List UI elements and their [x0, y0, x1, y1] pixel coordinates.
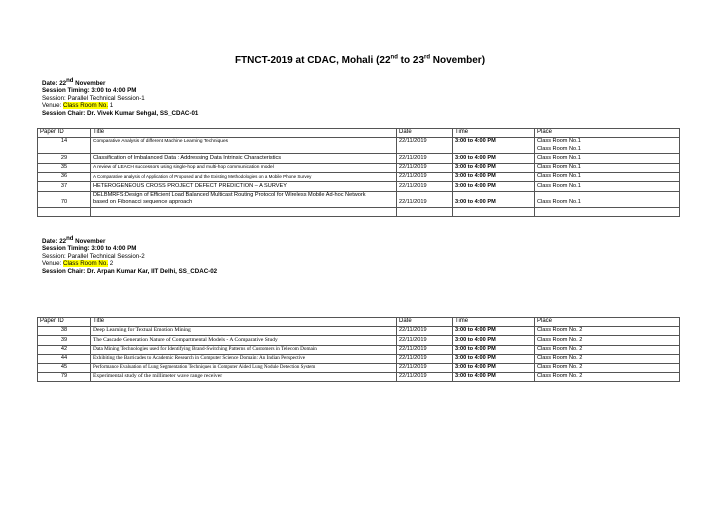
table-row	[38, 182, 680, 191]
paper-time: 3:00 to 4:00 PM	[453, 138, 535, 154]
paper-id: 45	[38, 363, 91, 372]
schedule-table-2	[37, 317, 680, 382]
paper-id: 29	[38, 154, 91, 163]
paper-place: Class Room No. 2	[535, 373, 680, 382]
paper-title: Performance Evaluation of Lung Segmentation Techniques in Computer Aided Lung Nodule Detection System	[91, 363, 397, 372]
col-header-place: Place	[535, 129, 680, 138]
paper-place: Class Room No.1	[535, 182, 680, 191]
session-venue: Venue: Class Room No. 2	[42, 260, 114, 268]
paper-title: Experimental study of the millimeter wave range receiver	[91, 373, 397, 382]
table-row	[38, 191, 680, 207]
paper-id: 36	[38, 172, 91, 182]
paper-date: 22/11/2019	[397, 373, 453, 382]
paper-place: Class Room No.1 Class Room No.1	[535, 138, 680, 154]
paper-date: 22/11/2019	[397, 345, 453, 354]
table-row	[38, 363, 680, 372]
paper-time: 3:00 to 4:00 PM	[453, 327, 535, 336]
paper-date: 22/11/2019	[397, 354, 453, 363]
paper-time: 3:00 to 4:00 PM	[453, 154, 535, 163]
col-header-id: Paper ID	[38, 318, 91, 327]
col-header-title: Title	[91, 318, 397, 327]
table-row-empty	[38, 207, 680, 216]
paper-title: Comparative Analysis of different Machine Learning Techniques	[91, 138, 397, 154]
page-title: FTNCT-2019 at CDAC, Mohali (22nd to 23rd November)	[234, 54, 486, 66]
paper-title: A Comparative analysis of Application of Proposed and the Existing Methodologies on a Mobile Phone Survey	[91, 172, 397, 182]
col-header-time: Time	[453, 129, 535, 138]
table-row	[38, 327, 680, 336]
session-chair: Session Chair: Dr. Vivek Kumar Sehgal, SS_CDAC-01	[42, 109, 199, 117]
table-row	[38, 373, 680, 382]
table-header-row	[38, 129, 680, 138]
session-date: Date: 22nd November	[42, 235, 106, 245]
session-name: Session: Parallel Technical Session-1	[42, 94, 145, 102]
session-name: Session: Parallel Technical Session-2	[42, 252, 145, 260]
paper-date: 22/11/2019	[397, 191, 453, 207]
paper-title: A review of LEACH successors using single-hop and multi-hop communication model	[91, 163, 397, 172]
paper-date: 22/11/2019	[397, 172, 453, 182]
paper-date: 22/11/2019	[397, 327, 453, 336]
paper-title: DELBMRFS:Design of Efficient Load Balanced Multicast Routing Protocol for Wireless Mobile Ad-hoc Network based on Fibonacci sequence approach	[91, 191, 397, 207]
paper-id: 38	[38, 327, 91, 336]
paper-id: 44	[38, 354, 91, 363]
paper-place: Class Room No.1	[535, 154, 680, 163]
paper-id: 35	[38, 163, 91, 172]
table-row	[38, 154, 680, 163]
table-row	[38, 138, 680, 154]
paper-place: Class Room No. 2	[535, 354, 680, 363]
session-timing: Session Timing: 3:00 to 4:00 PM	[42, 245, 137, 253]
table-row	[38, 172, 680, 182]
paper-date: 22/11/2019	[397, 138, 453, 154]
paper-title: Exhibiting the Barricades to Academic Research in Computer Science Domain: An Indian Perspective	[91, 354, 397, 363]
session-venue: Venue: Class Room No. 1	[42, 102, 114, 110]
paper-place: Class Room No.1	[535, 172, 680, 182]
paper-date: 22/11/2019	[397, 154, 453, 163]
session-chair: Session Chair: Dr. Arpan Kumar Kar, IIT Delhi, SS_CDAC-02	[42, 267, 218, 275]
table-row	[38, 336, 680, 345]
paper-title: HETEROGENEOUS CROSS PROJECT DEFECT PREDICTION – A SURVEY	[91, 182, 397, 191]
session-2-info	[42, 235, 218, 275]
paper-id: 70	[38, 191, 91, 207]
paper-place: Class Room No.1	[535, 191, 680, 207]
session-date: Date: 22nd November	[42, 77, 106, 87]
paper-date: 22/11/2019	[397, 163, 453, 172]
paper-id: 37	[38, 182, 91, 191]
session-timing: Session Timing: 3:00 to 4:00 PM	[42, 87, 137, 95]
paper-time: 3:00 to 4:00 PM	[453, 191, 535, 207]
table-row	[38, 163, 680, 172]
paper-id: 14	[38, 138, 91, 154]
paper-id: 42	[38, 345, 91, 354]
paper-time: 3:00 to 4:00 PM	[453, 182, 535, 191]
paper-time: 3:00 to 4:00 PM	[453, 345, 535, 354]
paper-place: Class Room No. 2	[535, 345, 680, 354]
paper-title: Data Mining Technologies used for Identifying Brand-Switching Patterns of Customers in Telecom Domain	[91, 345, 397, 354]
paper-time: 3:00 to 4:00 PM	[453, 373, 535, 382]
table-row	[38, 345, 680, 354]
session-1-info	[42, 77, 199, 117]
paper-date: 22/11/2019	[397, 336, 453, 345]
paper-date: 22/11/2019	[397, 182, 453, 191]
col-header-title: Title	[91, 129, 397, 138]
paper-time: 3:00 to 4:00 PM	[453, 363, 535, 372]
paper-id: 79	[38, 373, 91, 382]
paper-time: 3:00 to 4:00 PM	[453, 163, 535, 172]
paper-place: Class Room No. 2	[535, 363, 680, 372]
table-row	[38, 354, 680, 363]
paper-time: 3:00 to 4:00 PM	[453, 172, 535, 182]
paper-title: Classification of Imbalanced Data : Addressing Data Intrinsic Characteristics	[91, 154, 397, 163]
paper-place: Class Room No. 2	[535, 336, 680, 345]
col-header-time: Time	[453, 318, 535, 327]
table-header-row	[38, 318, 680, 327]
paper-time: 3:00 to 4:00 PM	[453, 354, 535, 363]
col-header-date: Date	[397, 318, 453, 327]
paper-date: 22/11/2019	[397, 363, 453, 372]
schedule-table-1	[37, 128, 680, 217]
paper-place: Class Room No.1	[535, 163, 680, 172]
paper-title: The Cascade Generation Nature of Compartmental Models - A Comparative Study	[91, 336, 397, 345]
paper-place: Class Room No. 2	[535, 327, 680, 336]
paper-time: 3:00 to 4:00 PM	[453, 336, 535, 345]
paper-id: 39	[38, 336, 91, 345]
paper-title: Deep Learning for Textual Emotion Mining	[91, 327, 397, 336]
col-header-date: Date	[397, 129, 453, 138]
col-header-place: Place	[535, 318, 680, 327]
col-header-id: Paper ID	[38, 129, 91, 138]
